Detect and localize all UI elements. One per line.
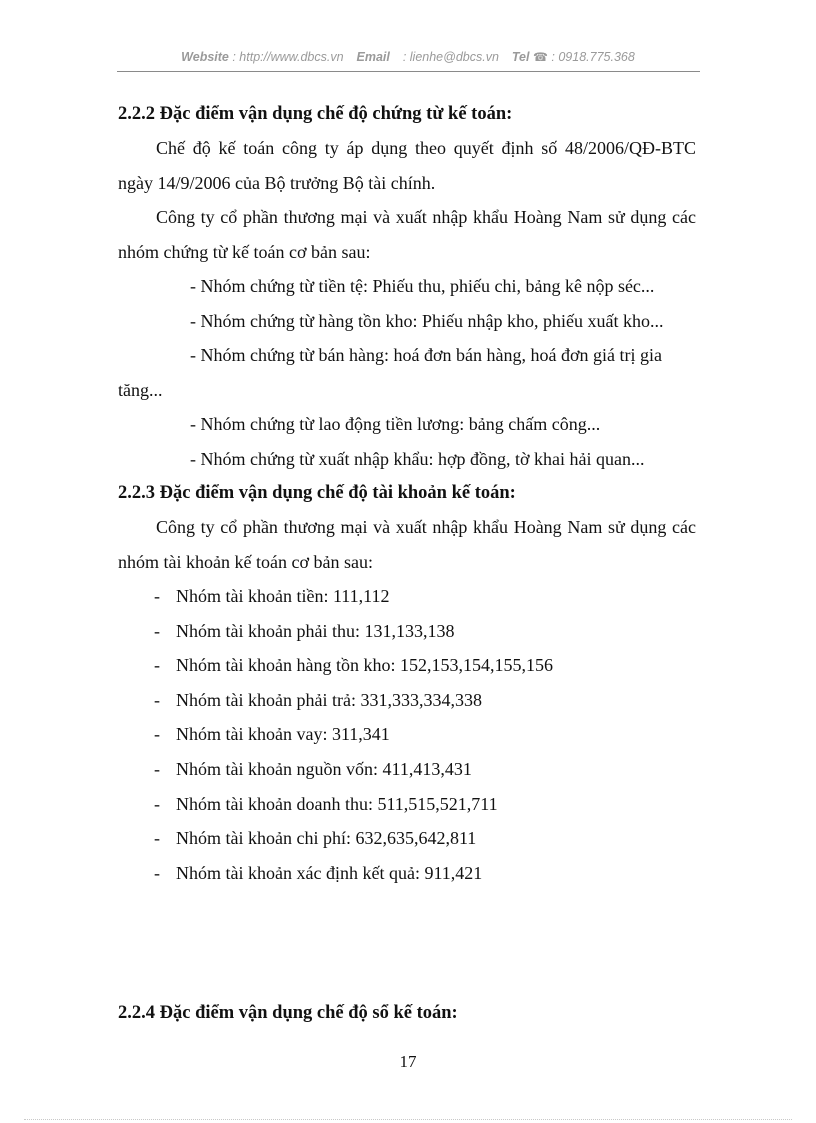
bullet-dash: -: [154, 793, 160, 814]
bullet-dash: -: [154, 828, 160, 849]
voucher-item-payroll: - Nhóm chứng từ lao động tiền lương: bảng chấm công...: [190, 414, 601, 434]
list-item-text: Nhóm tài khoản vay: 311,341: [176, 724, 390, 745]
list-item: [118, 614, 696, 649]
bullet-dash: -: [154, 758, 160, 779]
voucher-item-cash: - Nhóm chứng từ tiền tệ: Phiếu thu, phiếu chi, bảng kê nộp séc...: [190, 276, 655, 296]
list-item-text: Nhóm tài khoản phải thu: 131,133,138: [176, 620, 455, 641]
list-item: [118, 752, 696, 787]
list-item: [118, 856, 696, 891]
list-item-text: Nhóm tài khoản phải trả: 331,333,334,338: [176, 689, 482, 710]
tel-label: Tel: [511, 50, 530, 64]
list-item-text: Nhóm tài khoản nguồn vốn: 411,413,431: [176, 758, 472, 779]
list-item-text: Nhóm tài khoản doanh thu: 511,515,521,711: [176, 793, 498, 814]
website-value[interactable]: : http://www.dbcs.vn: [232, 50, 344, 64]
list-item-text: Nhóm tài khoản hàng tồn kho: 152,153,154,155,156: [176, 655, 553, 676]
page-number: 17: [399, 1052, 417, 1071]
list-item: [118, 648, 696, 683]
bullet-dash: -: [154, 724, 160, 745]
voucher-item-sales-continuation: tăng...: [118, 379, 163, 400]
tel-value: : 0918.775.368: [551, 50, 635, 64]
email-value[interactable]: : lienhe@dbcs.vn: [402, 50, 499, 64]
bullet-dash: -: [154, 620, 160, 641]
paragraph-account-groups: Công ty cổ phần thương mại và xuất nhập khẩu Hoàng Nam sử dụng các nhóm tài khoản kế toán cơ bản sau:: [118, 517, 696, 572]
email-label: Email: [356, 50, 390, 64]
bullet-dash: -: [154, 586, 160, 606]
voucher-item-import-export: - Nhóm chứng từ xuất nhập khẩu: hợp đồng, tờ khai hải quan...: [190, 448, 645, 469]
header-divider: [117, 71, 700, 72]
blank-space: [118, 890, 696, 996]
list-item: [118, 717, 696, 752]
list-item-text: Nhóm tài khoản xác định kết quả: 911,421: [176, 862, 483, 883]
account-group-list: [118, 579, 696, 890]
list-item: [118, 579, 696, 614]
document-body: [118, 97, 696, 1030]
paragraph-regulation: Chế độ kế toán công ty áp dụng theo quyết định số 48/2006/QĐ-BTC ngày 14/9/2006 của Bộ trưởng Bộ tài chính.: [118, 138, 696, 193]
bullet-dash: -: [154, 655, 160, 676]
section-heading-2-2-4: 2.2.4 Đặc điểm vận dụng chế độ sổ kế toán:: [118, 1003, 458, 1024]
bullet-dash: -: [154, 689, 160, 710]
phone-icon: ☎: [532, 50, 548, 64]
section-heading-2-2-3: 2.2.3 Đặc điểm vận dụng chế độ tài khoản kế toán:: [118, 483, 516, 503]
list-item: [118, 683, 696, 718]
voucher-item-sales: - Nhóm chứng từ bán hàng: hoá đơn bán hàng, hoá đơn giá trị gia: [190, 345, 662, 365]
list-item: [118, 821, 696, 856]
page-header: [118, 50, 698, 64]
website-label: Website: [181, 50, 229, 64]
bullet-dash: -: [154, 862, 160, 883]
list-item-text: Nhóm tài khoản chi phí: 632,635,642,811: [176, 828, 477, 849]
page-bottom-divider: [24, 1119, 792, 1120]
paragraph-voucher-groups: Công ty cổ phần thương mại và xuất nhập khẩu Hoàng Nam sử dụng các nhóm chứng từ kế toán cơ bản sau:: [118, 207, 696, 262]
section-heading-2-2-2: 2.2.2 Đặc điểm vận dụng chế độ chứng từ kế toán:: [118, 104, 513, 124]
voucher-item-inventory: - Nhóm chứng từ hàng tồn kho: Phiếu nhập kho, phiếu xuất kho...: [190, 310, 664, 331]
list-item: [118, 787, 696, 822]
list-item-text: Nhóm tài khoản tiền: 111,112: [176, 586, 390, 606]
